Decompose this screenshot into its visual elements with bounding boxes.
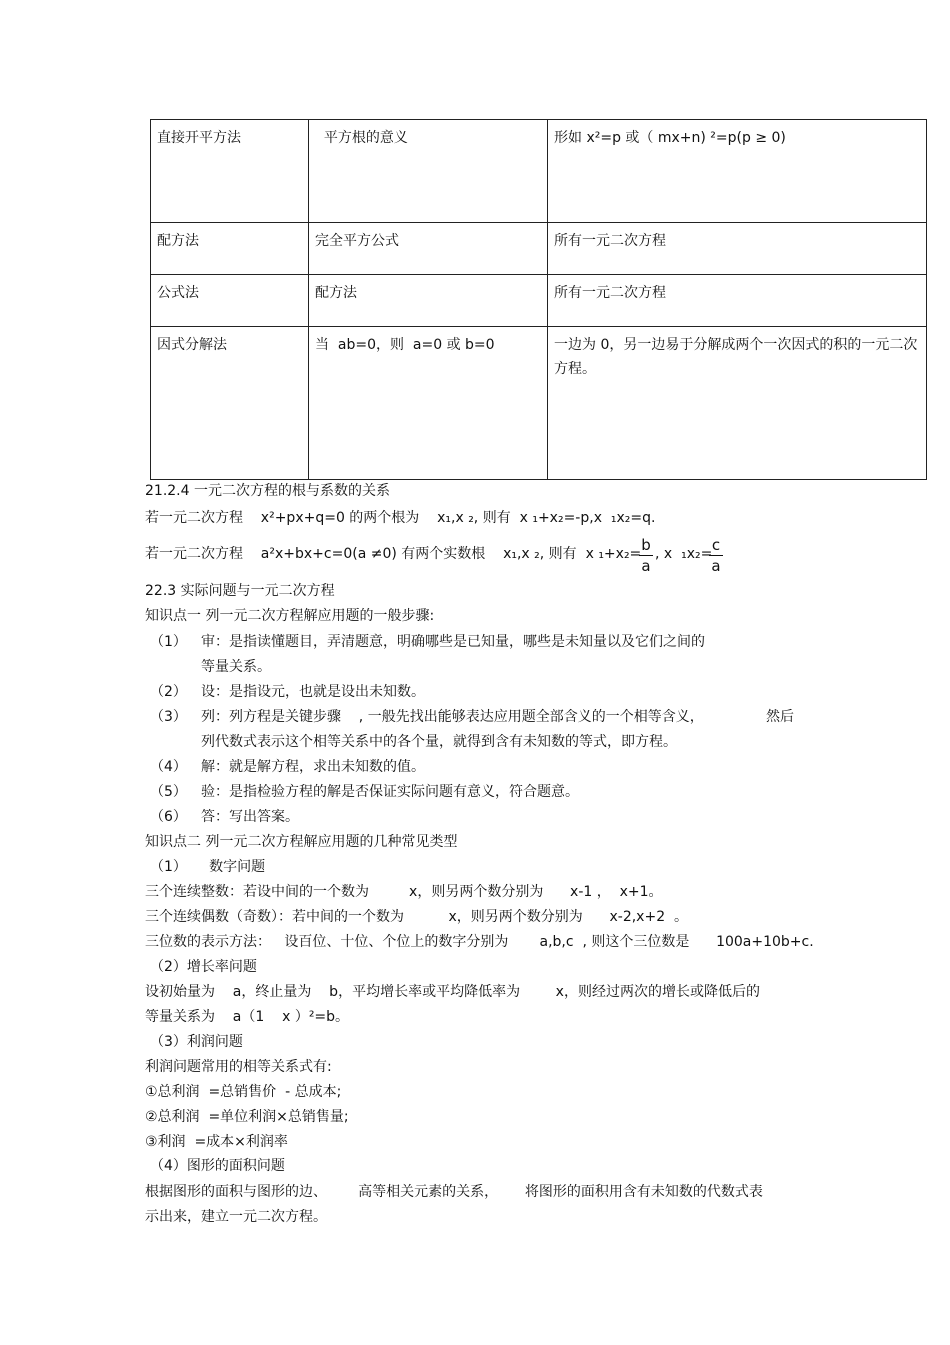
vieta-line-2: 若一元二次方程 a²x+bx+c=0(a ≠0) 有两个实数根 x₁,x ₂, 则有 x ₁+x₂= xyxy=(145,546,642,562)
table-row xyxy=(151,275,927,327)
method-cell: 因式分解法 xyxy=(151,327,309,480)
step-text-cont: 列代数式表示这个相等关系中的各个量，就得到含有未知数的等式，即方程。 xyxy=(201,734,677,750)
type-2-title: （2）增长率问题 xyxy=(150,959,257,975)
step-text: 验：是指检验方程的解是否保证实际问题有意义，符合题意。 xyxy=(201,784,579,800)
step-text: 解：就是解方程，求出未知数的值。 xyxy=(201,759,425,775)
step-text-cont: 等量关系。 xyxy=(201,659,271,675)
type-2-line: 等量关系为 a（1 x ）²=b。 xyxy=(145,1009,350,1025)
vieta-line-1: 若一元二次方程 x²+px+q=0 的两个根为 x₁,x ₂, 则有 x ₁+x₂=-p,x ₁x₂=q. xyxy=(145,510,656,526)
step-text: 答：写出答案。 xyxy=(201,809,299,825)
table-row xyxy=(151,223,927,275)
type-1-line: 三个连续整数：若设中间的一个数为 x，则另两个数分别为 x-1 ， x+1。 xyxy=(145,884,663,900)
type-4-title: （4）图形的面积问题 xyxy=(150,1158,285,1174)
type-3-line: ③利润 =成本×利润率 xyxy=(145,1134,288,1150)
table-row xyxy=(151,120,927,223)
type-4-line: 示出来，建立一元二次方程。 xyxy=(145,1209,327,1225)
basis-cell: 配方法 xyxy=(309,275,548,327)
type-4-line: 根据图形的面积与图形的边、 高等相关元素的关系， 将图形的面积用含有未知数的代数式表 xyxy=(145,1184,763,1200)
method-cell: 公式法 xyxy=(151,275,309,327)
method-cell: 配方法 xyxy=(151,223,309,275)
type-3-title: （3）利润问题 xyxy=(150,1034,243,1050)
knowledge-point-2-title: 知识点二 列一元二次方程解应用题的几种常见类型 xyxy=(145,834,458,850)
step-text: 设：是指设元，也就是设出未知数。 xyxy=(201,684,425,700)
type-1-line: 三个连续偶数（奇数）：若中间的一个数为 x，则另两个数分别为 x-2,x+2 。 xyxy=(145,909,689,925)
scope-cell: 形如 x²=p 或（ mx+n) ²=p(p ≥ 0) xyxy=(548,120,927,223)
fraction-b-over-a xyxy=(639,535,653,576)
basis-cell: 平方根的意义 xyxy=(309,120,548,223)
step-number: （3） xyxy=(150,709,187,725)
scope-cell: 所有一元二次方程 xyxy=(548,223,927,275)
step-text: 审：是指读懂题目，弄清题意，明确哪些是已知量，哪些是未知量以及它们之间的 xyxy=(201,634,705,650)
step-number: （4） xyxy=(150,759,187,775)
scope-cell: 一边为 0，另一边易于分解成两个一次因式的积的一元二次方程。 xyxy=(548,327,927,480)
fraction-c-over-a xyxy=(709,535,723,576)
fraction-numerator: c xyxy=(711,536,721,554)
section-heading-223: 22.3 实际问题与一元二次方程 xyxy=(145,583,335,599)
type-3-line: ①总利润 =总销售价 - 总成本; xyxy=(145,1084,342,1100)
table-row xyxy=(151,327,927,480)
vieta-product-label: , x ₁x₂= xyxy=(655,546,713,562)
type-1-line: 三位数的表示方法： 设百位、十位、个位上的数字分别为 a,b,c , 则这个三位数是 100a+10b+c. xyxy=(145,934,814,950)
step-number: （5） xyxy=(150,784,187,800)
fraction-numerator: b xyxy=(641,536,651,554)
methods-table xyxy=(150,119,927,480)
type-2-line: 设初始量为 a，终止量为 b，平均增长率或平均降低率为 x，则经过两次的增长或降低后的 xyxy=(145,984,760,1000)
step-number: （6） xyxy=(150,809,187,825)
fraction-denominator: a xyxy=(709,555,723,576)
section-heading-2124: 21.2.4 一元二次方程的根与系数的关系 xyxy=(145,483,390,499)
fraction-denominator: a xyxy=(639,555,653,576)
scope-cell: 所有一元二次方程 xyxy=(548,275,927,327)
knowledge-point-1-title: 知识点一 列一元二次方程解应用题的一般步骤: xyxy=(145,608,435,624)
method-cell: 直接开平方法 xyxy=(151,120,309,223)
step-text: 列：列方程是关键步骤 , 一般先找出能够表达应用题全部含义的一个相等含义， 然后 xyxy=(201,709,795,725)
type-3-line: 利润问题常用的相等关系式有: xyxy=(145,1059,332,1075)
basis-cell: 当 ab=0，则 a=0 或 b=0 xyxy=(309,327,548,480)
type-1-title: （1） 数字问题 xyxy=(150,859,266,875)
basis-cell: 完全平方公式 xyxy=(309,223,548,275)
type-3-line: ②总利润 =单位利润×总销售量; xyxy=(145,1109,349,1125)
step-number: （2） xyxy=(150,684,187,700)
step-number: （1） xyxy=(150,634,187,650)
